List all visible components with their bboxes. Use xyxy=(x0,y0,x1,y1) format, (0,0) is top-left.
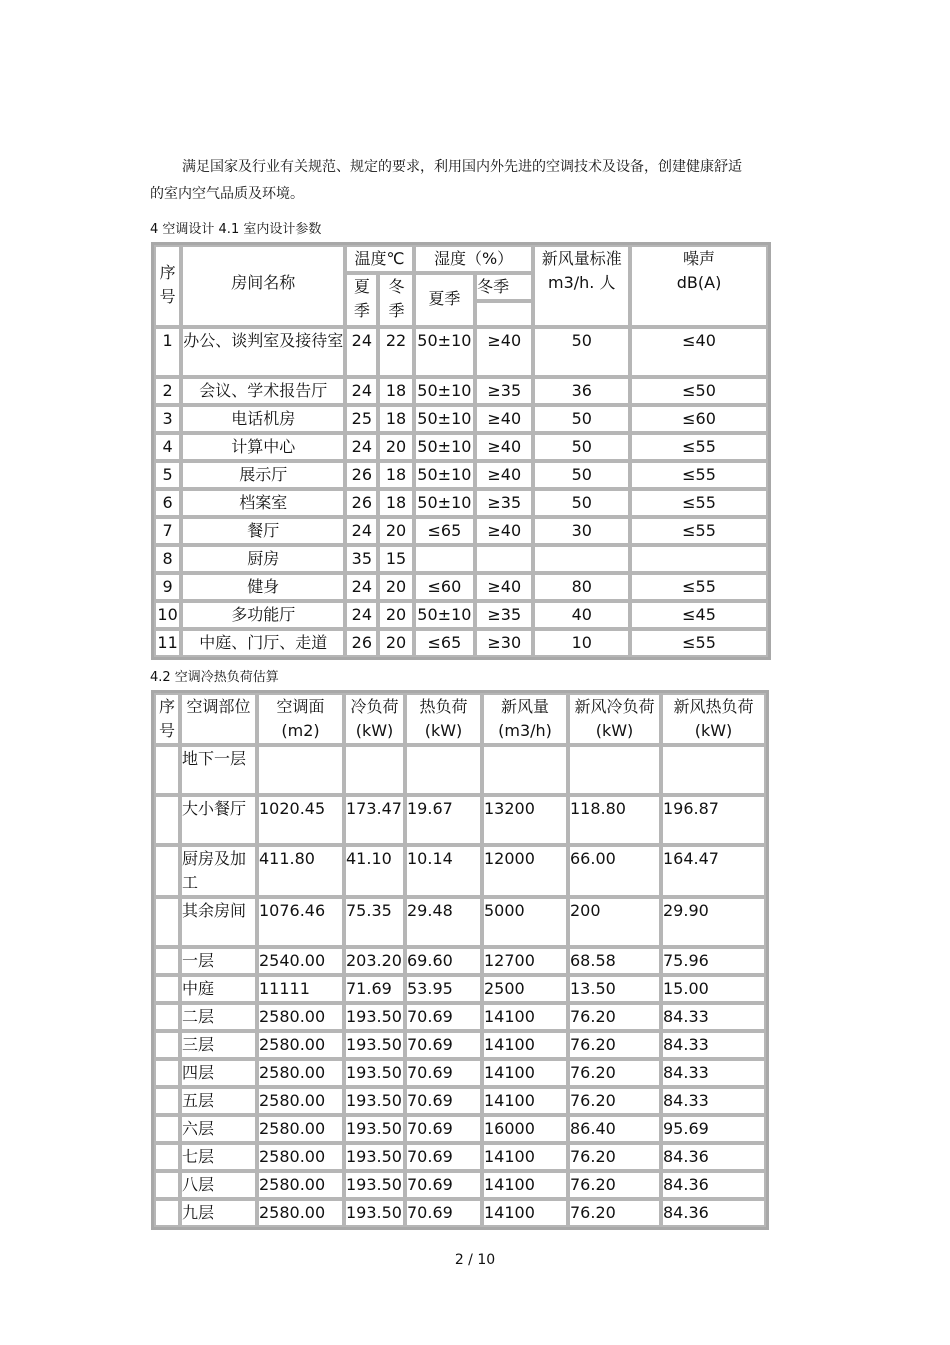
heating-load: 69.60 xyxy=(405,947,482,975)
ac-area xyxy=(257,745,344,795)
noise xyxy=(630,545,768,573)
header-hum-summer: 夏季 xyxy=(414,273,475,327)
temp-summer: 24 xyxy=(345,377,378,405)
temp-summer: 26 xyxy=(345,461,378,489)
ac-part: 厨房及加工 xyxy=(180,845,257,897)
row-no xyxy=(154,1031,180,1059)
ac-part: 七层 xyxy=(180,1143,257,1171)
heating-load: 29.48 xyxy=(405,897,482,947)
fresh-air-volume: 12700 xyxy=(482,947,568,975)
ac-part: 一层 xyxy=(180,947,257,975)
fresh-air-cooling: 76.20 xyxy=(568,1143,661,1171)
load-estimate-table xyxy=(151,690,769,1230)
ac-part: 八层 xyxy=(180,1171,257,1199)
fresh-air-heating: 15.00 xyxy=(661,975,766,1003)
section-heading-load-estimate: 4.2 空调冷热负荷估算 xyxy=(150,670,279,685)
room-name: 厨房 xyxy=(181,545,345,573)
table-row xyxy=(154,629,768,657)
fresh-air-volume: 14100 xyxy=(482,1031,568,1059)
intro-paragraph xyxy=(150,154,750,208)
fresh-air-cooling xyxy=(568,745,661,795)
hum-summer: 50±10 xyxy=(414,405,475,433)
hum-winter: ≥35 xyxy=(475,489,533,517)
room-name: 办公、谈判室及接待室 xyxy=(181,327,345,377)
row-no: 9 xyxy=(154,573,181,601)
fresh-air xyxy=(533,545,630,573)
fresh-air-cooling: 68.58 xyxy=(568,947,661,975)
noise: ≤55 xyxy=(630,629,768,657)
hum-summer: ≤65 xyxy=(414,629,475,657)
temp-winter: 18 xyxy=(378,489,413,517)
fresh-air-heating: 84.33 xyxy=(661,1003,766,1031)
ac-part: 其余房间 xyxy=(180,897,257,947)
heating-load: 19.67 xyxy=(405,795,482,845)
heating-load: 10.14 xyxy=(405,845,482,897)
cooling-load: 193.50 xyxy=(344,1087,405,1115)
row-no: 5 xyxy=(154,461,181,489)
row-no xyxy=(154,1059,180,1087)
ac-part: 大小餐厅 xyxy=(180,795,257,845)
header-room-name: 房间名称 xyxy=(181,245,345,327)
hum-summer: 50±10 xyxy=(414,377,475,405)
cooling-load: 193.50 xyxy=(344,1199,405,1227)
fresh-air-volume: 13200 xyxy=(482,795,568,845)
row-no: 11 xyxy=(154,629,181,657)
row-no xyxy=(154,1171,180,1199)
ac-area: 2580.00 xyxy=(257,1115,344,1143)
cooling-load: 41.10 xyxy=(344,845,405,897)
header-humidity: 湿度（%） xyxy=(414,245,534,273)
noise: ≤55 xyxy=(630,461,768,489)
temp-winter: 20 xyxy=(378,517,413,545)
room-name: 餐厅 xyxy=(181,517,345,545)
cooling-load: 193.50 xyxy=(344,1059,405,1087)
row-no xyxy=(154,845,180,897)
table-row xyxy=(154,1115,766,1143)
table-row xyxy=(154,405,768,433)
hum-summer: ≤65 xyxy=(414,517,475,545)
noise: ≤60 xyxy=(630,405,768,433)
hum-winter: ≥40 xyxy=(475,405,533,433)
heating-load: 70.69 xyxy=(405,1143,482,1171)
hum-winter: ≥30 xyxy=(475,629,533,657)
table-row xyxy=(154,1199,766,1227)
t2-header-area: 空调面 (m2) xyxy=(257,693,344,745)
heating-load: 70.69 xyxy=(405,1171,482,1199)
room-name: 电话机房 xyxy=(181,405,345,433)
heating-load: 53.95 xyxy=(405,975,482,1003)
ac-area: 2580.00 xyxy=(257,1003,344,1031)
page-number: 2 / 10 xyxy=(454,1252,496,1268)
ac-area: 2540.00 xyxy=(257,947,344,975)
room-name: 多功能厅 xyxy=(181,601,345,629)
fresh-air: 50 xyxy=(533,461,630,489)
fresh-air-heating: 164.47 xyxy=(661,845,766,897)
fresh-air-cooling: 118.80 xyxy=(568,795,661,845)
room-name: 健身 xyxy=(181,573,345,601)
header-temp-winter: 冬季 xyxy=(378,273,413,327)
fresh-air-volume xyxy=(482,745,568,795)
ac-area: 1020.45 xyxy=(257,795,344,845)
temp-winter: 18 xyxy=(378,405,413,433)
fresh-air-volume: 5000 xyxy=(482,897,568,947)
ac-part: 六层 xyxy=(180,1115,257,1143)
heating-load: 70.69 xyxy=(405,1031,482,1059)
table-row xyxy=(154,327,768,377)
hum-winter: ≥40 xyxy=(475,573,533,601)
ac-part: 五层 xyxy=(180,1087,257,1115)
row-no: 4 xyxy=(154,433,181,461)
temp-summer: 25 xyxy=(345,405,378,433)
hum-winter xyxy=(475,545,533,573)
fresh-air-volume: 14100 xyxy=(482,1003,568,1031)
temp-winter: 20 xyxy=(378,629,413,657)
fresh-air-cooling: 86.40 xyxy=(568,1115,661,1143)
hum-summer: 50±10 xyxy=(414,433,475,461)
temp-winter: 18 xyxy=(378,377,413,405)
table-row xyxy=(154,377,768,405)
fresh-air: 40 xyxy=(533,601,630,629)
temp-summer: 26 xyxy=(345,489,378,517)
temp-winter: 22 xyxy=(378,327,413,377)
indoor-design-params-table xyxy=(151,242,771,660)
table-row xyxy=(154,845,766,897)
table-row xyxy=(154,1171,766,1199)
header-temperature: 温度℃ xyxy=(345,245,413,273)
cooling-load: 193.50 xyxy=(344,1003,405,1031)
room-name: 展示厅 xyxy=(181,461,345,489)
ac-area: 2580.00 xyxy=(257,1031,344,1059)
hum-winter: ≥35 xyxy=(475,377,533,405)
temp-summer: 35 xyxy=(345,545,378,573)
t2-header-heating: 热负荷 (kW) xyxy=(405,693,482,745)
fresh-air-cooling: 200 xyxy=(568,897,661,947)
ac-area: 11111 xyxy=(257,975,344,1003)
table-row xyxy=(154,795,766,845)
room-name: 会议、学术报告厅 xyxy=(181,377,345,405)
table-row xyxy=(154,461,768,489)
room-name: 计算中心 xyxy=(181,433,345,461)
ac-part: 中庭 xyxy=(180,975,257,1003)
header-no: 序号 xyxy=(154,245,181,327)
hum-winter: ≥40 xyxy=(475,461,533,489)
fresh-air-heating: 29.90 xyxy=(661,897,766,947)
row-no xyxy=(154,975,180,1003)
hum-summer: ≤60 xyxy=(414,573,475,601)
fresh-air-heating: 75.96 xyxy=(661,947,766,975)
fresh-air-cooling: 76.20 xyxy=(568,1003,661,1031)
temp-summer: 24 xyxy=(345,517,378,545)
table-row xyxy=(154,1143,766,1171)
ac-part: 三层 xyxy=(180,1031,257,1059)
table-row xyxy=(154,1087,766,1115)
ac-area: 411.80 xyxy=(257,845,344,897)
fresh-air-volume: 14100 xyxy=(482,1171,568,1199)
temp-winter: 18 xyxy=(378,461,413,489)
ac-area: 2580.00 xyxy=(257,1059,344,1087)
temp-summer: 26 xyxy=(345,629,378,657)
fresh-air-cooling: 76.20 xyxy=(568,1171,661,1199)
table-row xyxy=(154,517,768,545)
ac-area: 1076.46 xyxy=(257,897,344,947)
fresh-air-heating: 84.36 xyxy=(661,1143,766,1171)
hum-summer xyxy=(414,545,475,573)
hum-summer: 50±10 xyxy=(414,601,475,629)
row-no xyxy=(154,1199,180,1227)
cooling-load: 193.50 xyxy=(344,1171,405,1199)
heating-load: 70.69 xyxy=(405,1087,482,1115)
fresh-air-volume: 2500 xyxy=(482,975,568,1003)
header-fresh-air: 新风量标准 m3/h. 人 xyxy=(533,245,630,327)
temp-winter: 20 xyxy=(378,601,413,629)
cooling-load: 75.35 xyxy=(344,897,405,947)
ac-part: 九层 xyxy=(180,1199,257,1227)
heating-load: 70.69 xyxy=(405,1003,482,1031)
table-row xyxy=(154,947,766,975)
table-row xyxy=(154,433,768,461)
heating-load: 70.69 xyxy=(405,1199,482,1227)
fresh-air-cooling: 76.20 xyxy=(568,1031,661,1059)
t2-header-fresh-air: 新风量 (m3/h) xyxy=(482,693,568,745)
noise: ≤55 xyxy=(630,433,768,461)
row-no xyxy=(154,947,180,975)
hum-winter: ≥35 xyxy=(475,601,533,629)
fresh-air-heating: 84.33 xyxy=(661,1087,766,1115)
fresh-air: 80 xyxy=(533,573,630,601)
intro-text: 满足国家及行业有关规范、规定的要求，利用国内外先进的空调技术及设备，创建健康舒适的室内空气品质及环境。 xyxy=(150,159,742,202)
table-row xyxy=(154,601,768,629)
fresh-air: 30 xyxy=(533,517,630,545)
fresh-air-volume: 14100 xyxy=(482,1199,568,1227)
cooling-load: 173.47 xyxy=(344,795,405,845)
fresh-air: 10 xyxy=(533,629,630,657)
heating-load xyxy=(405,745,482,795)
row-no xyxy=(154,1003,180,1031)
noise: ≤50 xyxy=(630,377,768,405)
fresh-air-cooling: 76.20 xyxy=(568,1199,661,1227)
row-no xyxy=(154,745,180,795)
room-name: 档案室 xyxy=(181,489,345,517)
header-hum-winter: 冬季 xyxy=(475,273,533,301)
noise: ≤55 xyxy=(630,489,768,517)
noise: ≤45 xyxy=(630,601,768,629)
fresh-air: 50 xyxy=(533,327,630,377)
ac-part: 二层 xyxy=(180,1003,257,1031)
hum-summer: 50±10 xyxy=(414,327,475,377)
table-row xyxy=(154,573,768,601)
row-no: 3 xyxy=(154,405,181,433)
fresh-air-heating: 84.36 xyxy=(661,1199,766,1227)
row-no xyxy=(154,897,180,947)
fresh-air-cooling: 76.20 xyxy=(568,1059,661,1087)
ac-area: 2580.00 xyxy=(257,1087,344,1115)
row-no xyxy=(154,1143,180,1171)
fresh-air-volume: 16000 xyxy=(482,1115,568,1143)
ac-area: 2580.00 xyxy=(257,1143,344,1171)
temp-summer: 24 xyxy=(345,433,378,461)
ac-part: 四层 xyxy=(180,1059,257,1087)
cooling-load: 193.50 xyxy=(344,1031,405,1059)
fresh-air: 50 xyxy=(533,405,630,433)
fresh-air-volume: 14100 xyxy=(482,1059,568,1087)
fresh-air: 50 xyxy=(533,433,630,461)
table-row xyxy=(154,1031,766,1059)
ac-part: 地下一层 xyxy=(180,745,257,795)
fresh-air-volume: 14100 xyxy=(482,1087,568,1115)
table-row xyxy=(154,745,766,795)
table-row xyxy=(154,897,766,947)
temp-summer: 24 xyxy=(345,601,378,629)
fresh-air-volume: 14100 xyxy=(482,1143,568,1171)
row-no xyxy=(154,1115,180,1143)
noise: ≤40 xyxy=(630,327,768,377)
t2-header-fresh-air-heating: 新风热负荷 (kW) xyxy=(661,693,766,745)
row-no xyxy=(154,1087,180,1115)
cooling-load: 193.50 xyxy=(344,1143,405,1171)
fresh-air-heating: 95.69 xyxy=(661,1115,766,1143)
t2-header-no: 序号 xyxy=(154,693,180,745)
ac-area: 2580.00 xyxy=(257,1171,344,1199)
t2-header-fresh-air-cooling: 新风冷负荷(kW) xyxy=(568,693,661,745)
hum-winter: ≥40 xyxy=(475,327,533,377)
row-no: 1 xyxy=(154,327,181,377)
row-no: 10 xyxy=(154,601,181,629)
fresh-air-heating: 84.36 xyxy=(661,1171,766,1199)
table-row xyxy=(154,489,768,517)
fresh-air-heating xyxy=(661,745,766,795)
hum-summer: 50±10 xyxy=(414,489,475,517)
temp-summer: 24 xyxy=(345,327,378,377)
row-no: 8 xyxy=(154,545,181,573)
header-hum-winter-spacer xyxy=(475,301,533,327)
noise: ≤55 xyxy=(630,573,768,601)
table-row xyxy=(154,545,768,573)
room-name: 中庭、门厅、走道 xyxy=(181,629,345,657)
fresh-air-heating: 84.33 xyxy=(661,1031,766,1059)
fresh-air-heating: 84.33 xyxy=(661,1059,766,1087)
heating-load: 70.69 xyxy=(405,1059,482,1087)
header-temp-summer: 夏季 xyxy=(345,273,378,327)
cooling-load xyxy=(344,745,405,795)
fresh-air: 50 xyxy=(533,489,630,517)
heating-load: 70.69 xyxy=(405,1115,482,1143)
noise: ≤55 xyxy=(630,517,768,545)
cooling-load: 203.20 xyxy=(344,947,405,975)
ac-area: 2580.00 xyxy=(257,1199,344,1227)
temp-summer: 24 xyxy=(345,573,378,601)
fresh-air-cooling: 13.50 xyxy=(568,975,661,1003)
t2-header-cooling: 冷负荷 (kW) xyxy=(344,693,405,745)
temp-winter: 15 xyxy=(378,545,413,573)
t2-header-part: 空调部位 xyxy=(180,693,257,745)
hum-summer: 50±10 xyxy=(414,461,475,489)
temp-winter: 20 xyxy=(378,573,413,601)
header-noise: 噪声 dB(A) xyxy=(630,245,768,327)
fresh-air-cooling: 66.00 xyxy=(568,845,661,897)
cooling-load: 71.69 xyxy=(344,975,405,1003)
section-heading-design-params: 4 空调设计 4.1 室内设计参数 xyxy=(150,222,322,237)
row-no xyxy=(154,795,180,845)
temp-winter: 20 xyxy=(378,433,413,461)
table-row xyxy=(154,975,766,1003)
row-no: 6 xyxy=(154,489,181,517)
table-row xyxy=(154,1003,766,1031)
fresh-air-heating: 196.87 xyxy=(661,795,766,845)
cooling-load: 193.50 xyxy=(344,1115,405,1143)
row-no: 7 xyxy=(154,517,181,545)
table-row xyxy=(154,1059,766,1087)
hum-winter: ≥40 xyxy=(475,517,533,545)
fresh-air: 36 xyxy=(533,377,630,405)
fresh-air-volume: 12000 xyxy=(482,845,568,897)
hum-winter: ≥40 xyxy=(475,433,533,461)
row-no: 2 xyxy=(154,377,181,405)
fresh-air-cooling: 76.20 xyxy=(568,1087,661,1115)
